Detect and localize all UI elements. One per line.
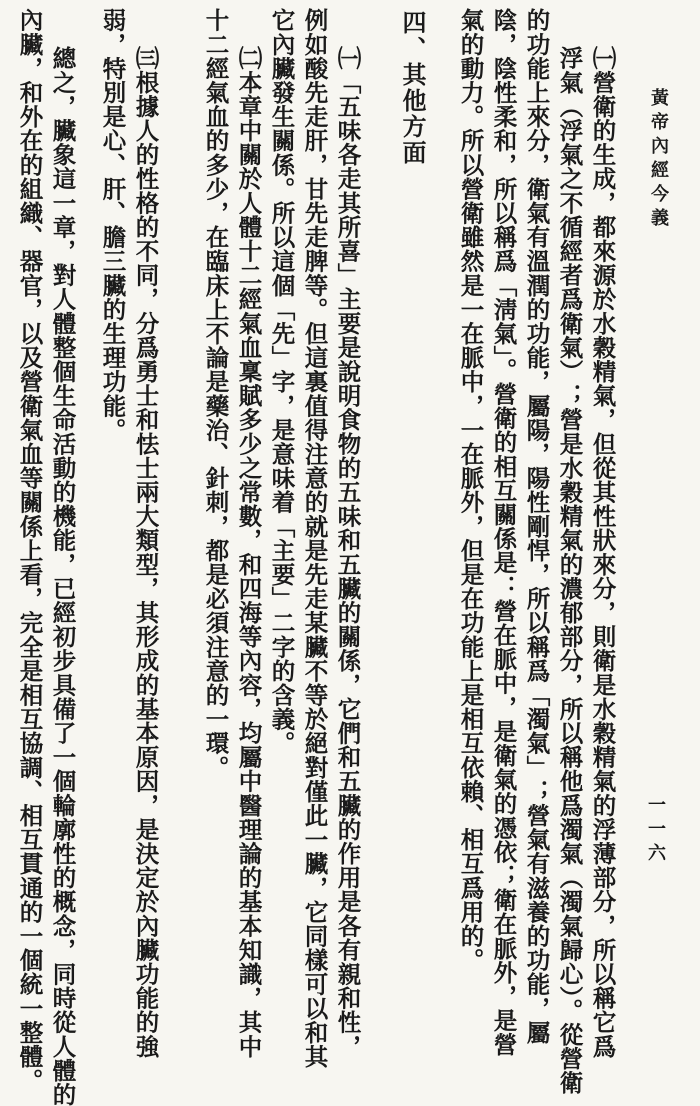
page-number: 一一六 [645,795,666,867]
text-column: 例如酸先走肝，甘先走脾等。但這裏值得注意的就是先走某臟不等於絕對僅此一臟，它同樣可以和其 [300,8,329,1069]
text-column: ㈢根據人的性格的不同，分爲勇士和怯士兩大類型，其形成的基本原因，是決定於內臟功能的強 [131,46,160,1059]
text-column: 陰，陰性柔和，所以稱爲「淸氣」。營衛的相互關係是：營在脈中，是衛氣的憑依；衛在脈外，是營 [489,8,518,1057]
text-column: 浮氣（浮氣之不循經者爲衛氣）；營是水穀精氣的濃郁部分，所以稱他爲濁氣（濁氣歸心）。從營衛 [555,46,584,1095]
text-column: 總之，臟象這一章，對人體整個生命活動的機能，已經初步具備了一個輪廓性的概念，同時從人體的 [48,46,77,1106]
text-column: ㈠「五味各走其所喜」主要是說明食物的五味和五臟的關係，它們和五臟的作用是各有親和性， [333,46,362,1059]
text-column: 的功能上來分，衛氣有溫潤的功能，屬陽，陽性剛悍，所以稱爲「濁氣」；營氣有滋養的功能，屬 [522,8,551,1045]
text-column: 氣的動力。所以營衛雖然是一在脈中，一在脈外，但是在功能上是相互依賴、相互爲用的。 [456,8,485,972]
text-column: ㈡本章中關於人體十二經氣血稟賦多少之常數，和四海等內容，均屬中醫理論的基本知識，其中 [234,46,263,1059]
text-column: 內臟，和外在的組織、器官，以及營衛氣血等關係上看，完全是相互協調、相互貫通的一個統一整體。 [15,8,44,1093]
text-column: ㈠營衛的生成，都來源於水穀精氣，但從其性狀來分，則衛是水穀精氣的浮薄部分，所以稱它爲 [588,46,617,1059]
text-column: 十二經氣血的多少，在臨床上不論是藥治、針刺，都是必須注意的一環。 [201,8,230,780]
text-column: 弱，特別是心、肝、膽三臟的生理功能。 [98,8,127,442]
section-heading: 四、其他方面 [398,10,427,166]
running-header-title: 黃帝內經今義 [648,88,669,232]
text-column: 它內臟發生關係。所以這個「先」字，是意味着「主要」二字的含義。 [267,8,296,756]
